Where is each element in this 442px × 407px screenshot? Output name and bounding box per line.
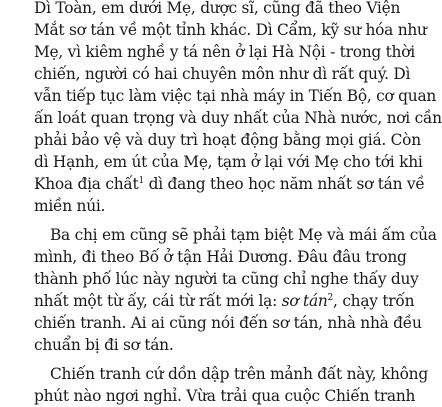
text-segment: dì đang theo học năm nhất sơ tán về	[143, 175, 425, 193]
text-line: phút nào ngơi nghỉ. Vừa trải qua cuộc Chiến tranh	[34, 387, 416, 405]
text-line: chiến, người có hai chuyên môn như dì rất quý. Dì	[34, 65, 411, 83]
text-line: Mắt sơ tán về một tỉnh khác. Dì Cẩm, kỹ sư hóa như	[34, 21, 427, 39]
text-line: Mẹ, vì kiêm nghề y tá nên ở lại Hà Nội - trong thời	[34, 43, 415, 61]
footnote-marker-1[interactable]: 1	[138, 176, 144, 186]
text-line: dì Hạnh, em út của Mẹ, tạm ở lại với Mẹ cho tới khi	[34, 153, 423, 171]
text-segment: Khoa địa chất	[34, 175, 139, 193]
text-line: miền núi.	[34, 197, 106, 215]
footnote-marker-2[interactable]: 2	[327, 293, 334, 303]
text-line: mình, đi theo Bố ở tận Hải Dương. Đâu đâu trong	[34, 248, 407, 266]
text-line: Ba chị em cũng sẽ phải tạm biệt Mẹ và mái ấm của	[50, 226, 437, 244]
text-line	[34, 290, 414, 312]
text-line: vẫn tiếp tục làm việc tại nhà máy in Tiến Bộ, cơ quan	[34, 87, 437, 105]
text-line: Dì Toàn, em dưới Mẹ, dược sĩ, cũng đã theo Viện	[34, 0, 401, 17]
text-line: chiến tranh. Ai ai cũng nói đến sơ tán, nhà nhà đều	[34, 314, 422, 332]
text-line: chuẩn bị đi sơ tán.	[34, 336, 174, 354]
text-line: Chiến tranh cứ dồn dập trên mảnh đất này, không	[50, 365, 428, 383]
text-segment: nhất một từ ấy, cái từ rất mới lạ:	[34, 292, 282, 310]
text-line: ấn loát quan trọng và duy nhất của Nhà nước, nơi cần	[34, 109, 442, 127]
text-line: thành phố lúc này người ta cũng chỉ nghe thấy duy	[34, 270, 419, 288]
text-line	[34, 173, 425, 195]
text-line: phải bảo vệ và duy trì hoạt động bằng mọi giá. Còn	[34, 131, 421, 149]
emphasized-term: sơ tán	[281, 292, 328, 310]
text-segment: , chạy trốn	[333, 292, 415, 310]
